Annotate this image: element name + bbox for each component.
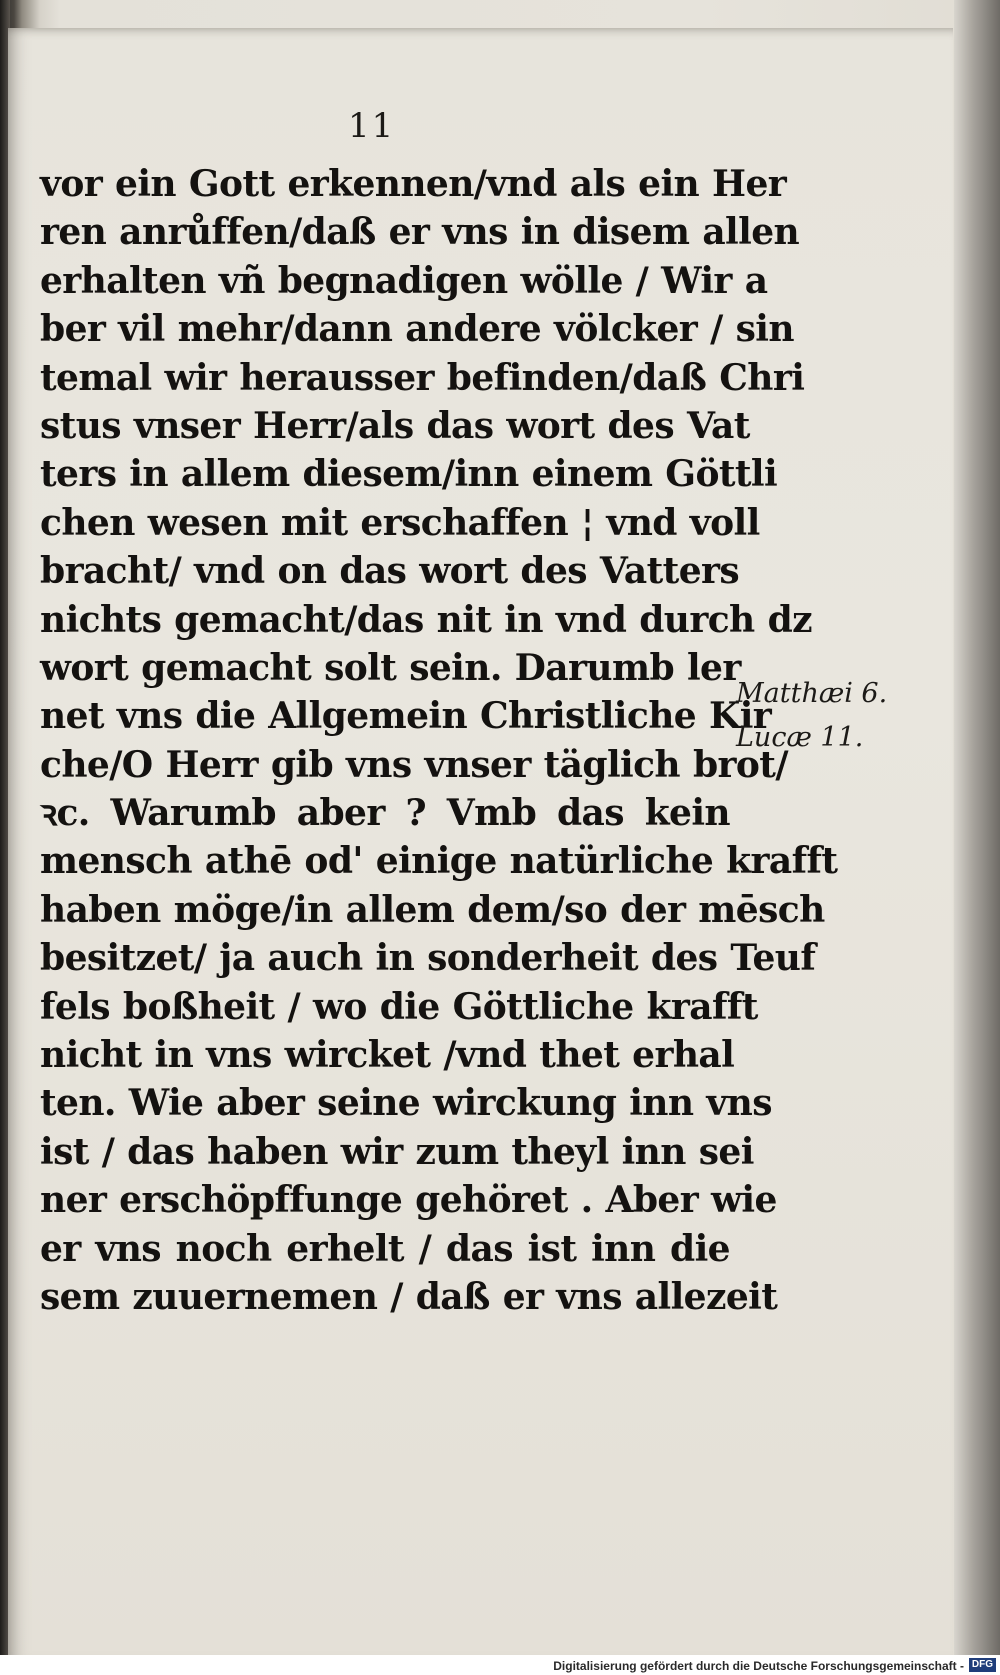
text-line: bracht/ vnd on das wort des Vatters [40, 550, 740, 593]
text-line: sem zuuernemen / daß er vns allezeit [40, 1275, 778, 1318]
text-line: nicht in vns wircket /vnd thet erhal [40, 1034, 735, 1077]
text-line: chen wesen mit erschaffen ¦ vnd voll [40, 501, 760, 544]
text-line: besitzet/ ja auch in sonderheit des Teuf [40, 937, 816, 980]
text-line: che/O Herr gib vns vnser täglich brot/ [40, 743, 788, 786]
text-line: ist / das haben wir zum theyl inn sei [40, 1130, 754, 1173]
funding-credit: Digitalisierung gefördert durch die Deutsche Forschungsgemeinschaft - [553, 1659, 964, 1673]
text-line: temal wir herausser befinden/daß Chri [40, 356, 805, 399]
text-line: er vns noch erhelt / das ist inn die [40, 1227, 730, 1270]
text-line: nichts gemacht/das nit in vnd durch dz [40, 598, 812, 641]
text-line: ꝛc. Warumb aber ? Vmb das kein [40, 792, 730, 835]
text-line: fels boßheit / wo die Göttliche krafft [40, 985, 758, 1028]
text-line: net vns die Allgemein Christliche Kir [40, 695, 772, 738]
marginal-notes [736, 672, 896, 760]
dfg-logo: DFG [969, 1658, 996, 1672]
text-line: ber vil mehr/dann andere völcker / sin [40, 308, 794, 351]
text-line: ren anrůffen/daß er vns in disem allen [40, 211, 800, 254]
text-line: stus vnser Herr/als das wort des Vat [40, 404, 750, 447]
text-line: ten. Wie aber seine wirckung inn vns [40, 1082, 772, 1125]
text-line: ner erschöpffunge gehöret . Aber wie [40, 1179, 777, 1222]
text-line: mensch athē od' einige natürliche krafft [40, 840, 838, 883]
marginal-note-matthew: Matthæi 6. [736, 678, 888, 709]
scan-background-edge [954, 0, 1000, 1675]
page-number: 11 [348, 106, 396, 146]
text-line: vor ein Gott erkennen/vnd als ein Her [40, 163, 787, 205]
text-line: wort gemacht solt sein. Darumb ler [40, 646, 741, 689]
text-line: erhalten vñ begnadigen wölle / Wir a [40, 259, 768, 302]
footer-bar [0, 1655, 1000, 1675]
text-line: ters in allem diesem/inn einem Göttli [40, 453, 778, 496]
text-line: haben möge/in allem dem/so der mēsch [40, 888, 825, 931]
marginal-note-luke: Lucæ 11. [736, 722, 864, 753]
